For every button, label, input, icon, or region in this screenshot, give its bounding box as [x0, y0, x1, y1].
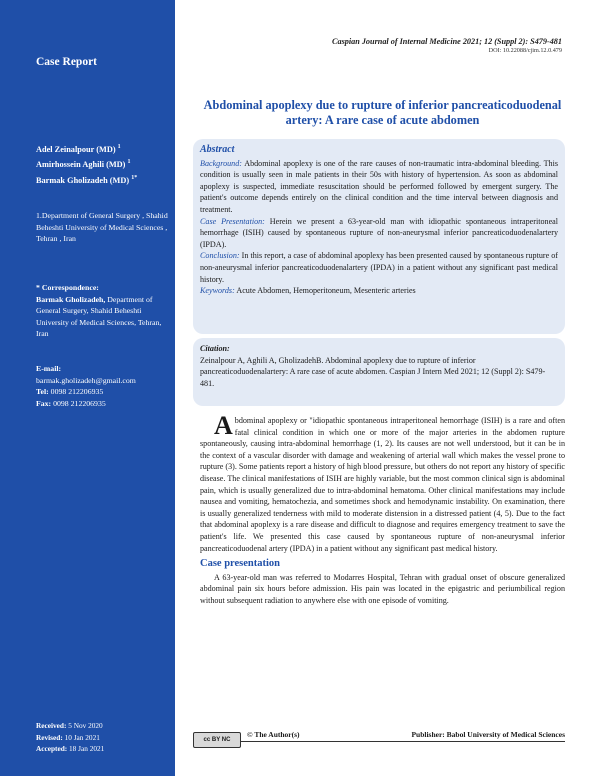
abstract-case: Case Presentation: Herein we present a 63-year-old man with idiopathic spontaneous intraperitoneal hemorrhage (ISIH) caused by spontaneous rupture of non-aneurysmal inferior pancreaticoduodenalartery (IPDA).	[200, 216, 558, 249]
correspondence	[36, 282, 168, 340]
affiliation: 1.Department of General Surgery , Shahid Beheshti University of Medical Sciences , Tehran , Iran	[36, 211, 168, 243]
abstract-heading: Abstract	[200, 144, 235, 155]
copyright-text: © The Author(s)	[247, 730, 300, 739]
sidebar	[0, 0, 175, 776]
publisher-text: Publisher: Babol University of Medical Sciences	[411, 730, 565, 739]
intro-paragraph: Abdominal apoplexy or "idiopathic spontaneous intraperitoneal hemorrhage (ISIH) is a rare and often fatal clinical condition in which one or more of the major arteries in the abdomen rupture spontaneously, causing intra-abdominal hemorrhage (1, 2). Its causes are not well understood, but it can be in the context of a vascular disorder with damage and weakening of arterial wall which makes the vessel prone to rupture (3). Some patients report a history of high blood pressure, but others do not report any history of specific disease. The clinical manifestations of ISIH are highly variable, but the most common clinical sign is abdominal pain, which is usually generalized due to intra-abdominal hematoma. Other clinical manifestations may include nausea and vomiting, hematochezia, and sometimes shock and hemodynamic instability. On examination, there is usually generalized tenderness with mild to moderate distension in a distressed patient (4, 5). Due to the fact that abdominal apoplexy is a rare disease and difficult to diagnose and requires emergency treatment to save the patient's life. We presented this case caused by spontaneous rupture of non-aneurysmal inferior pancreaticoduodenal artery (IPDA) in a patient without any significant past medical history.	[200, 411, 565, 553]
citation-box	[193, 338, 565, 406]
abstract-conclusion: Conclusion: In this report, a case of abdominal apoplexy has been presented caused by spontaneous rupture of non-aneurysmal inferior pancreaticoduodenalartery (IPDA) in a patient without any significant past medical history.	[200, 251, 558, 284]
author-list	[36, 141, 166, 187]
tel-line: Tel: 0098 212206935	[36, 387, 104, 396]
correspondence-heading: * Correspondence:	[36, 283, 99, 292]
cc-license-icon: cc BY NC	[193, 732, 241, 748]
abstract-box	[193, 139, 565, 334]
journal-header: Caspian Journal of Internal Medicine 2021; 12 (Suppl 2): S479-481	[332, 37, 562, 46]
article-body	[200, 411, 565, 607]
drop-cap: A	[214, 411, 233, 440]
author-item: Amirhossein Aghili (MD) $^1$	[36, 159, 131, 170]
article-type-label: Case Report	[36, 56, 97, 68]
accepted-date: Accepted: 18 Jan 2021	[36, 744, 105, 753]
case-paragraph: A 63-year-old man was referred to Modarres Hospital, Tehran with gradual onset of obscure generalized abdominal pain six hours before admission. His pain was located in the epigastric and periumbilical region without subsequent radiation to anywhere else with one episode of vomiting.	[200, 572, 565, 605]
footer-divider	[241, 741, 565, 742]
abstract-keywords: Keywords: Acute Abdomen, Hemoperitoneum, Mesenteric arteries	[200, 286, 416, 296]
contact-info	[36, 363, 168, 409]
correspondence-text: Department of General Surgery, Shahid Beheshti University of Medical Sciences, Tehran, Iran	[36, 294, 162, 338]
citation-text: Zeinalpour A, Aghili A, GholizadehB. Abdominal apoplexy due to rupture of inferior pancreaticoduodenalartery: A rare case of acute abdomen. Caspian J Intern Med 2021; 12 (Suppl 2): S479-481.	[200, 355, 546, 388]
fax-line: Fax: 0098 212206935	[36, 398, 106, 408]
author-item: Adel Zeinalpour (MD) $^1$	[36, 144, 121, 154]
email-label: E-mail:	[36, 364, 62, 373]
article-title: Abdominal apoplexy due to rupture of inferior pancreaticoduodenal artery: A rare case of acute abdomen	[203, 98, 562, 127]
doi: DOI: 10.22088/cjim.12.0.479	[488, 47, 562, 54]
revised-date: Revised: 10 Jan 2021	[36, 732, 100, 742]
received-date: Received: 5 Nov 2020	[36, 721, 103, 730]
author-item: Barmak Gholizadeh (MD) $^{1*}$	[36, 174, 138, 185]
page-footer	[193, 725, 565, 749]
article-dates	[36, 720, 168, 755]
correspondence-name: Barmak Gholizadeh,	[36, 294, 106, 304]
citation-heading: Citation:	[200, 344, 230, 353]
abstract-background: Background: Abdominal apoplexy is one of the rare causes of non-traumatic intra-abdominal bleeding. This condition is usually seen in male patients in their 50s with history of hypertension. As soon as abdominal apoplexy is suspected, immediate resuscitation should be performed followed by emergent surgery. The patient's outcome depends entirely on the clinical condition and the time interval between diagnosis and treatment.	[200, 158, 559, 214]
email-address[interactable]: barmak.gholizadeh@gmail.com	[36, 375, 136, 385]
case-presentation-heading: Case presentation	[200, 558, 281, 570]
